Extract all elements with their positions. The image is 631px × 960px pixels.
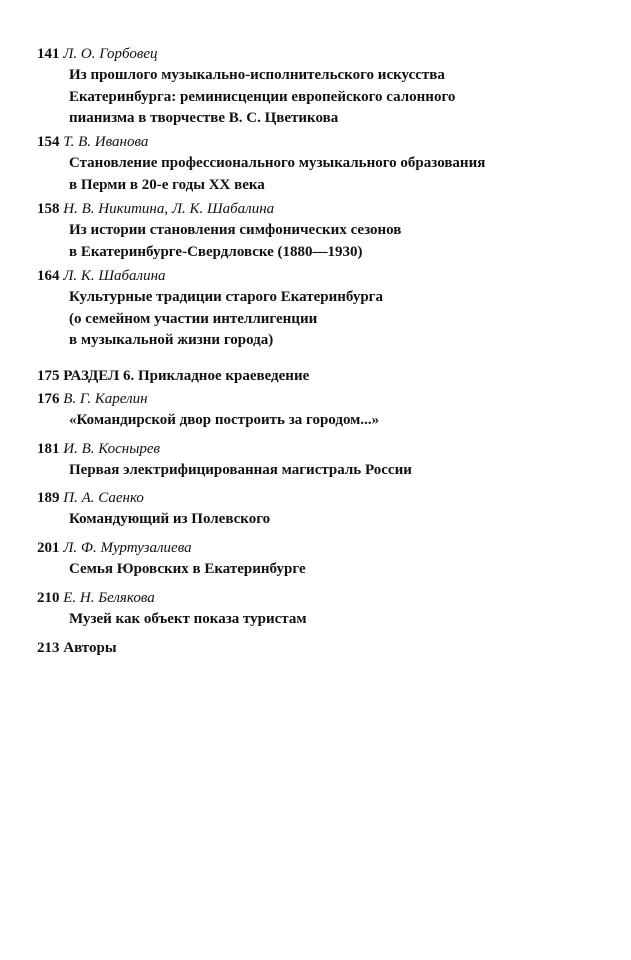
toc-entry [37, 439, 597, 482]
toc-entry [37, 588, 597, 631]
toc-entry-header [37, 199, 597, 220]
toc-entry [37, 44, 597, 130]
article-title-line: пианизма в творчестве В. С. Цветикова [69, 110, 339, 127]
author-name: Т. В. Иванова [63, 134, 149, 150]
author-name: П. А. Саенко [63, 490, 144, 506]
toc-entry [37, 366, 597, 387]
author-name: Л. К. Шабалина [63, 268, 166, 284]
page-number: 154 [37, 134, 60, 150]
section-heading: Авторы [63, 640, 117, 656]
toc-entry [37, 488, 597, 531]
article-title-line: Семья Юровских в Екатеринбурге [69, 561, 306, 578]
toc-entry-header [37, 132, 597, 153]
article-title-line: в музыкальной жизни города) [69, 332, 274, 349]
page-number: 141 [37, 46, 60, 62]
toc-entry-header [37, 488, 597, 509]
toc-entry-header [37, 538, 597, 559]
article-title-line: Культурные традиции старого Екатеринбурга [69, 289, 383, 306]
article-title-line: Екатеринбурга: реминисценции европейского салонного [69, 88, 456, 105]
article-title-line: Из истории становления симфонических сезонов [69, 222, 402, 239]
toc-entry-header [37, 439, 597, 460]
page-number: 189 [37, 490, 60, 506]
page-number: 210 [37, 590, 60, 606]
toc-entry-header [37, 44, 597, 65]
section-heading: РАЗДЕЛ 6. Прикладное краеведение [63, 368, 310, 384]
page-number: 175 [37, 368, 60, 384]
author-name: В. Г. Карелин [63, 391, 148, 407]
page-number: 164 [37, 268, 60, 284]
page-number: 213 [37, 640, 60, 656]
article-title-line: Первая электрифицированная магистраль России [69, 462, 412, 479]
toc-entry [37, 538, 597, 581]
toc-entry [37, 132, 597, 196]
toc-entry-header [37, 366, 597, 387]
article-title-line: (о семейном участии интеллигенции [69, 310, 318, 327]
toc-entry-header [37, 266, 597, 287]
page-number: 176 [37, 391, 60, 407]
article-title-line: в Екатеринбурге-Свердловске (1880—1930) [69, 243, 363, 260]
page-number: 158 [37, 201, 60, 217]
article-title-line: в Перми в 20-е годы XX века [69, 176, 265, 193]
toc-entry [37, 389, 597, 432]
toc-entry-header [37, 389, 597, 410]
author-name: Е. Н. Белякова [63, 590, 155, 606]
author-name: И. В. Коснырев [63, 441, 161, 457]
toc-entry-header [37, 638, 597, 659]
page-number: 201 [37, 540, 60, 556]
toc-entry [37, 638, 597, 659]
article-title-line: Становление профессионального музыкального образования [69, 155, 486, 172]
toc-entry-header [37, 588, 597, 609]
toc-entry [37, 266, 597, 352]
article-title-line: «Командирской двор построить за городом...» [69, 412, 380, 429]
article-title-line: Командующий из Полевского [69, 511, 271, 528]
article-title-line: Из прошлого музыкально-исполнительского искусства [69, 67, 445, 84]
toc-entry [37, 199, 597, 263]
author-name: Л. Ф. Муртузалиева [63, 540, 192, 556]
page-number: 181 [37, 441, 60, 457]
author-name: Л. О. Горбовец [63, 46, 158, 62]
article-title-line: Музей как объект показа туристам [69, 611, 307, 628]
author-name: Н. В. Никитина, Л. К. Шабалина [63, 201, 275, 217]
